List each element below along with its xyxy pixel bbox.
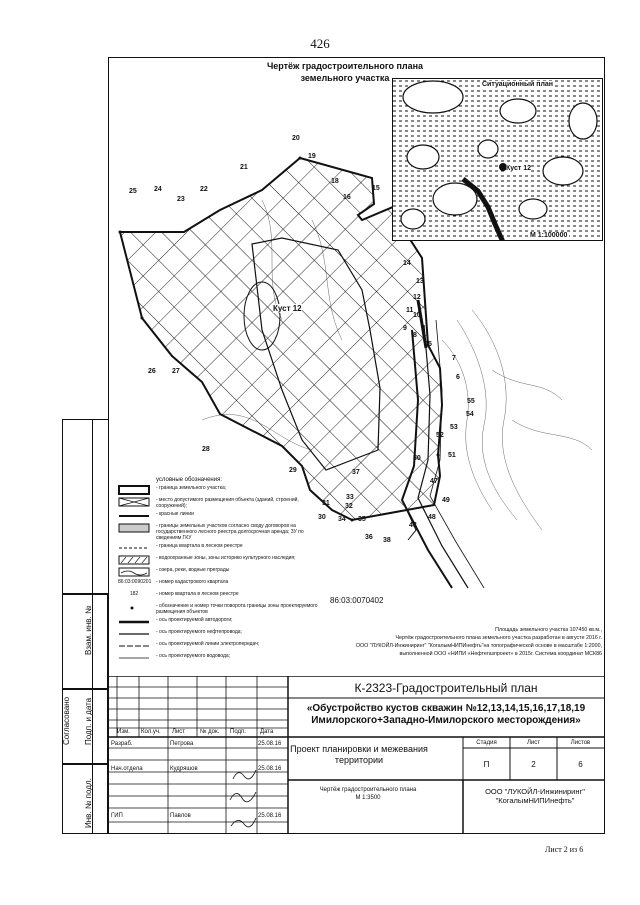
- situation-plan-inset: [392, 78, 603, 241]
- point-label: 37: [352, 469, 360, 476]
- header-sign: Подп.: [230, 729, 246, 735]
- point-label: 20: [292, 135, 300, 142]
- point-label: 9: [403, 325, 407, 332]
- legend-item: - граница земельного участка;: [118, 485, 318, 495]
- point-label: 14: [403, 260, 411, 267]
- point-label: 11: [406, 307, 414, 314]
- point-label: 15: [372, 185, 380, 192]
- legend-item: - красные линии: [156, 511, 194, 517]
- point-label: 24: [154, 186, 162, 193]
- legend-item: - границы земельных участков согласно своду договоров на государственного лесного реестра долгосрочная аренда; ЗУ по сведениям ГКУ: [118, 523, 318, 541]
- sheets-value: 6: [578, 760, 583, 769]
- point-label: 13: [416, 278, 424, 285]
- point-label: 29: [289, 467, 297, 474]
- point-label: 51: [448, 452, 456, 459]
- organization: [466, 787, 604, 805]
- point-label: 7: [452, 355, 456, 362]
- stage-value: П: [483, 760, 490, 769]
- document-code: К-2323-Градостроительный план: [354, 681, 538, 695]
- header-doc-no: № док.: [200, 729, 220, 735]
- note-line: Чертёж градостроительного плана земельного участка разработан в августе 2016 г.: [395, 635, 602, 641]
- legend-item: - граница квартала в лесном реестре: [156, 543, 243, 549]
- kust-label: Куст 12: [273, 304, 302, 313]
- sheet-of-label: Лист 2 из 6: [545, 845, 584, 854]
- point-label: 6: [456, 374, 460, 381]
- legend-item: - озера, реки, водные преграды: [118, 567, 318, 577]
- drawing-title-text: Чертёж градостроительного плана: [319, 787, 417, 793]
- point-label: 36: [365, 534, 373, 541]
- point-label: 32: [345, 503, 353, 510]
- point-label: 21: [240, 164, 248, 171]
- point-label: 47: [430, 478, 438, 485]
- point-label: 48: [428, 514, 436, 521]
- point-label: 18: [331, 178, 339, 185]
- name-dept-head: Кудряшов: [170, 766, 198, 772]
- point-label: 23: [177, 196, 185, 203]
- subtitle-line1: «Обустройство кустов скважин №12,13,14,15,16,17,18,19: [306, 703, 586, 714]
- point-label: 31: [322, 500, 330, 507]
- point-label: 43: [409, 522, 417, 529]
- header-kol-uch: Кол.уч.: [141, 729, 161, 735]
- point-label: 33: [346, 494, 354, 501]
- role-dept-head: Нач.отдела: [111, 766, 143, 772]
- point-label: 8: [413, 332, 417, 339]
- agreed-cell: [62, 419, 108, 594]
- page-number: 426: [310, 36, 330, 51]
- point-label: 52: [436, 432, 444, 439]
- point-label: 25: [129, 188, 137, 195]
- legend-item: 86:03:0090201 - номер кадастрового квартала: [118, 579, 229, 585]
- point-label: 35: [358, 516, 366, 523]
- point-label: 26: [148, 368, 156, 375]
- sign-date-label: Подп. и дата: [84, 697, 93, 745]
- inv-replace-label: Взам. инв. №: [84, 605, 93, 655]
- note-line: ООО "ЛУКОЙЛ-Инжиниринг" "КогалымНИПИнефть"на топографической основе в масштабе 1:2000,: [355, 643, 602, 649]
- legend-item: - ось проектируемой автодороги;: [156, 617, 233, 623]
- header-list: Лист: [172, 729, 186, 735]
- point-label: 27: [172, 368, 180, 375]
- name-developer: Петрова: [170, 741, 194, 747]
- main-title-line2: земельного участка: [300, 73, 390, 83]
- legend-item: - ось проектируемого нефтепровода;: [156, 629, 242, 635]
- name-chief-engineer: Павлов: [170, 813, 191, 819]
- org-line1: ООО "ЛУКОЙЛ-Инжиниринг": [485, 787, 585, 796]
- point-label: 28: [202, 446, 210, 453]
- note-line: Площадь земельного участка 107450 кв.м.,: [495, 627, 602, 633]
- inv-orig-label: Инв. № подл.: [84, 778, 93, 828]
- legend-item: - ось проектируемого водовода;: [156, 653, 231, 659]
- notes: [330, 626, 602, 658]
- legend-item: - место допустимого размещения объекта (зданий, строений, сооружений);: [118, 497, 318, 509]
- situation-plan-scale: М 1:100000: [530, 232, 568, 239]
- point-label: 38: [383, 537, 391, 544]
- point-label: 5: [428, 341, 432, 348]
- point-label: 34: [338, 516, 346, 523]
- sheet-value: 2: [531, 760, 536, 769]
- point-label: 54: [466, 411, 474, 418]
- date-dept-head: 25.08.16: [258, 766, 282, 772]
- point-label: 10: [413, 312, 421, 319]
- header-izm: Изм.: [117, 729, 130, 735]
- role-developer: Разраб.: [111, 741, 133, 747]
- main-title-line1: Чертёж градостроительного плана: [266, 61, 424, 71]
- situation-plan-title: Ситуационный план: [482, 81, 554, 88]
- situation-plan-kust-label: Куст 12: [506, 165, 532, 172]
- note-line: выполненной ООО «НИПИ «Нефтегазпроект» в 2015г. Система координат МСК86: [399, 651, 602, 657]
- legend: [118, 477, 318, 665]
- date-developer: 25.08.16: [258, 741, 282, 747]
- header-date: Дата: [260, 729, 274, 735]
- drawing-title: [288, 786, 448, 802]
- legend-item: - обозначение и номер точки поворота границы зоны проектируемого размещения объектов: [118, 603, 318, 615]
- point-label: 22: [200, 186, 208, 193]
- situation-plan-map: [393, 79, 603, 241]
- point-label: 19: [308, 153, 316, 160]
- legend-item: 182 - номер квартала в лесном реестре: [129, 591, 239, 597]
- agreed-label: Согласовано: [62, 696, 71, 745]
- cadastral-number: 86:03:0070402: [330, 596, 384, 605]
- stage-header: Стадия: [476, 740, 497, 746]
- legend-item: - ось проектируемой линии электропередач;: [156, 641, 260, 647]
- point-label: 30: [318, 514, 326, 521]
- drawing-scale: М 1:3500: [355, 795, 381, 801]
- project-subtitle: [290, 703, 602, 727]
- point-label: 50: [413, 455, 421, 462]
- legend-title: условные обозначения:: [156, 477, 223, 483]
- point-label: 53: [450, 424, 458, 431]
- date-chief-engineer: 25.08.16: [258, 813, 282, 819]
- legend-item: - водоохранные зоны, зоны историко культурного наследия;: [118, 555, 318, 565]
- point-label: 12: [413, 294, 421, 301]
- project-title: Проект планировки и межевания территории: [290, 744, 428, 765]
- org-line2: "КогалымНИПИнефть": [495, 796, 575, 805]
- sheet-header: Лист: [526, 740, 541, 746]
- point-label: 55: [467, 398, 475, 405]
- point-label: 49: [442, 497, 450, 504]
- role-chief-engineer: ГИП: [111, 813, 123, 819]
- point-label: 16: [343, 194, 351, 201]
- subtitle-line2: Имилорского+Западно-Имилорского месторождения»: [311, 715, 581, 726]
- sheets-header: Листов: [570, 740, 591, 746]
